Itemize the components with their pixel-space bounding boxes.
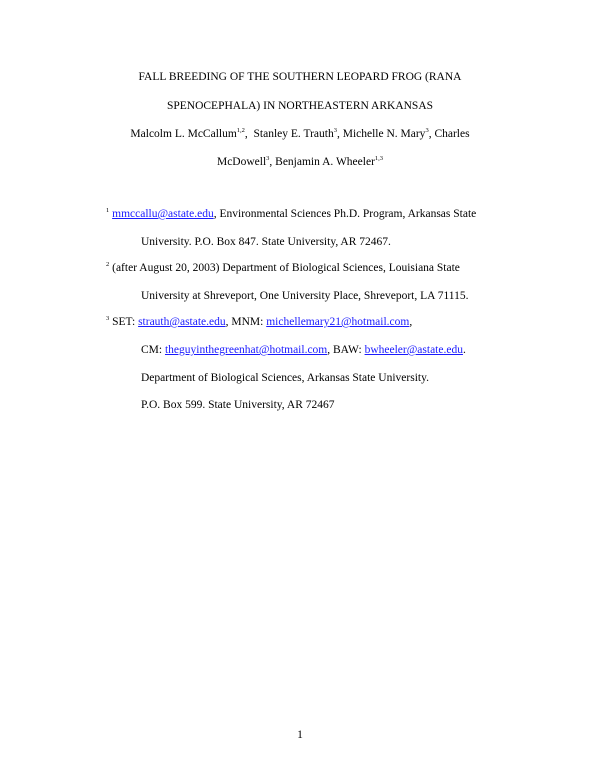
author-line-2: McDowell$^3$, Benjamin A. Wheeler$^{1,3}$ [216, 155, 384, 168]
email-link-theguyinthegreenhat[interactable]: theguyinthegreenhat@hotmail.com [164, 344, 328, 356]
author-name: Malcolm L. McCallum [130, 128, 237, 140]
author-line-1: Malcolm L. McCallum$^{1,2}$, Stanley E. Trauth$^3$, Michelle N. Mary$^3$, Charles [130, 127, 470, 140]
punctuation: , [409, 316, 413, 328]
author-name: Benjamin A. Wheeler [275, 156, 375, 168]
author-name: Michelle N. Mary [342, 128, 426, 140]
author-affiliation-marker: 3 [425, 127, 429, 134]
title-line-1: FALL BREEDING OF THE SOUTHERN LEOPARD FROG (RANA [138, 71, 462, 83]
affiliation-3-emails [141, 343, 466, 357]
author-name: Stanley E. Trauth [253, 128, 334, 140]
email-label: , BAW: [327, 344, 365, 356]
affiliation-marker: 2 [106, 261, 110, 268]
author-affiliation-marker: 3 [266, 155, 270, 162]
affiliation-3 [106, 315, 412, 329]
punctuation: . [462, 344, 466, 356]
email-link-michellemary[interactable]: michellemary21@hotmail.com [266, 316, 410, 328]
affiliation-marker: 3 [106, 315, 110, 322]
title-line-2: SPENOCEPHALA) IN NORTHEASTERN ARKANSAS [166, 100, 434, 112]
author-affiliation-marker: 1,2 [236, 127, 245, 134]
affiliation-2 [106, 261, 460, 275]
affiliation-1-continued: University. P.O. Box 847. State University, AR 72467. [141, 236, 391, 248]
affiliation-3-address: P.O. Box 599. State University, AR 72467 [141, 399, 335, 411]
author-affiliation-marker: 3 [333, 127, 337, 134]
author-name: McDowell [216, 156, 267, 168]
affiliation-text: , Environmental Sciences Ph.D. Program, Arkansas State [213, 208, 477, 220]
email-label: , MNM: [225, 316, 267, 328]
email-label: CM: [141, 344, 165, 356]
email-label: SET: [112, 316, 139, 328]
page-number: 1 [297, 729, 303, 741]
author-name: Charles [434, 128, 470, 140]
author-affiliation-marker: 1,3 [374, 155, 384, 162]
affiliation-3-department: Department of Biological Sciences, Arkansas State University. [141, 372, 429, 384]
affiliation-2-continued: University at Shreveport, One University Place, Shreveport, LA 71115. [141, 290, 469, 302]
email-link-mmccallu[interactable]: mmccallu@astate.edu [112, 208, 214, 220]
affiliation-text: (after August 20, 2003) Department of Biological Sciences, Louisiana State [112, 262, 460, 274]
email-link-strauth[interactable]: strauth@astate.edu [138, 316, 226, 328]
affiliation-1 [106, 207, 476, 221]
email-link-bwheeler[interactable]: bwheeler@astate.edu [364, 344, 463, 356]
affiliation-marker: 1 [106, 207, 110, 214]
